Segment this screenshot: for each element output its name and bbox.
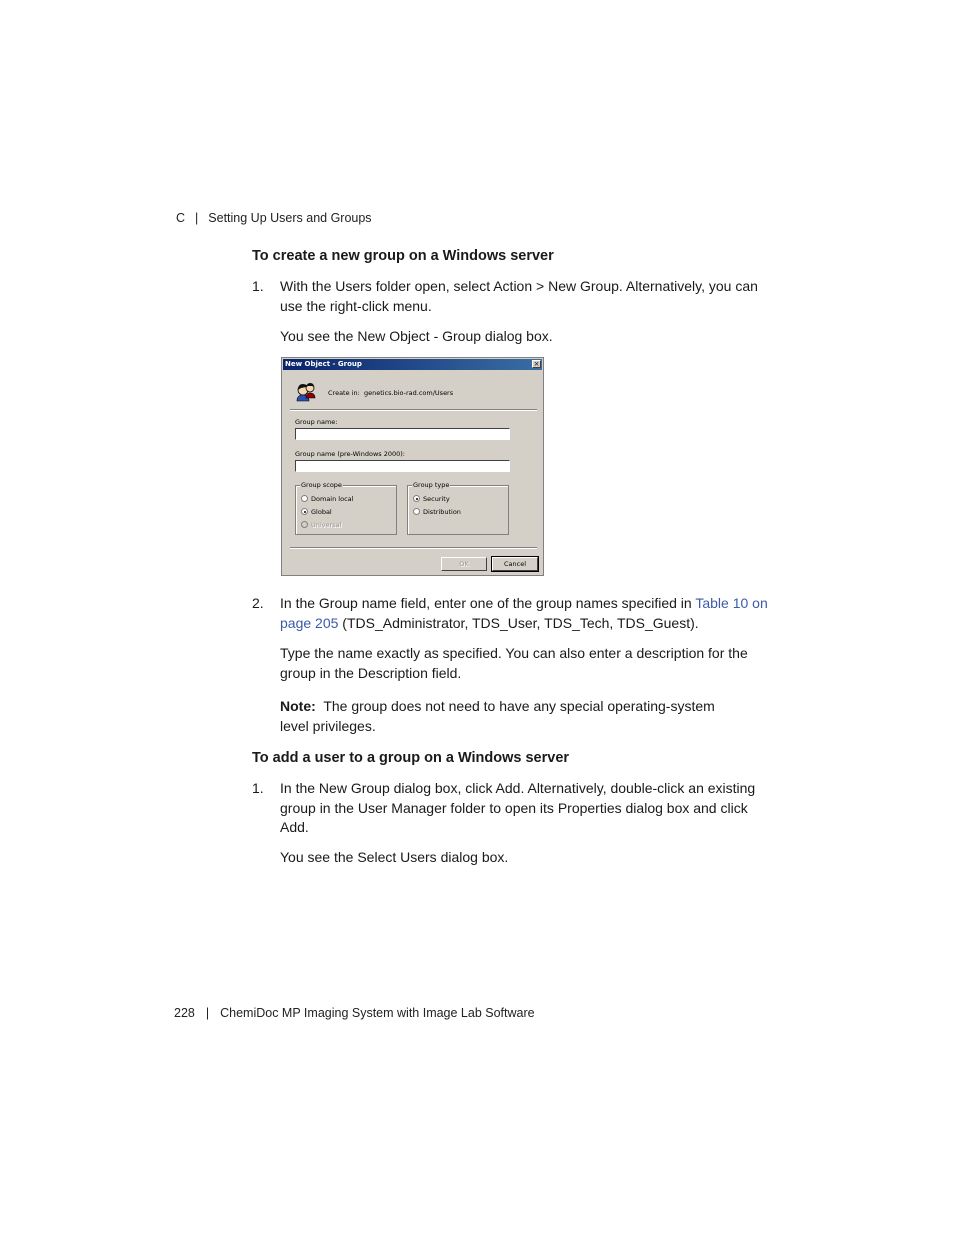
step-detail: Type the name exactly as specified. You can also enter a description for the group in the Description field. [280,645,748,681]
section-heading-add-user: To add a user to a group on a Windows server [252,750,570,766]
radio-label: Distribution [423,508,461,516]
step-text: In the New Group dialog box, click Add. Alternatively, double-click an existing group in the User Manager folder to open its Properties dialog box and click Add. [280,780,756,835]
new-object-group-dialog [281,357,544,576]
radio-label: Domain local [311,495,354,503]
group-type-legend: Group type [413,481,450,489]
group-scope-box [295,481,397,535]
page-number: 228 [174,1006,195,1020]
radio-distribution[interactable] [413,508,420,515]
ok-button[interactable]: OK [441,557,487,571]
step-text [280,594,775,633]
group-name-pre2000-input[interactable] [295,460,510,472]
step-result: You see the New Object - Group dialog box. [280,328,553,344]
footer-separator: | [205,1006,210,1020]
cancel-button[interactable]: Cancel [492,557,538,571]
dialog-divider [290,409,537,411]
group-name-label: Group name: [295,418,338,426]
radio-universal [301,521,308,528]
group-type-box [407,481,509,535]
step-result: You see the Select Users dialog box. [280,849,509,865]
group-name-pre2000-label: Group name (pre-Windows 2000): [295,450,405,458]
radio-label: Global [311,508,332,516]
group-scope-legend: Group scope [301,481,342,489]
group-name-input[interactable] [295,428,510,440]
chapter-letter: C [176,211,186,225]
step-text-part: (TDS_Administrator, TDS_User, TDS_Tech, TDS_Guest). [338,614,699,631]
table-reference-link[interactable]: Table 10 on page 205 [280,595,768,631]
close-icon[interactable]: × [533,360,540,368]
step-text: With the Users folder open, select Action > New Group. Alternatively, you can use the right-click menu. [280,278,758,314]
step-number: 1. [252,780,264,796]
radio-security[interactable] [413,495,420,502]
dialog-divider [290,547,537,549]
running-header [176,211,372,225]
radio-label: Security [423,495,450,503]
dialog-title: New Object - Group [285,360,362,368]
radio-global[interactable] [301,508,308,515]
create-in-label: Create in: [328,389,360,397]
book-title: ChemiDoc MP Imaging System with Image Lab Software [220,1006,535,1020]
step-number: 1. [252,278,264,294]
dialog-title-bar [283,359,542,370]
section-heading-create-group: To create a new group on a Windows server [252,248,554,264]
chapter-title: Setting Up Users and Groups [208,211,372,225]
users-group-icon [295,382,317,402]
header-separator: | [195,211,199,225]
note-text: The group does not need to have any special operating-system level privileges. [280,698,715,734]
step-text-part: In the Group name field, enter one of the group names specified in [280,595,696,611]
note-label: Note: [280,698,316,714]
step-number: 2. [252,595,264,611]
radio-domain-local[interactable] [301,495,308,502]
radio-label: Universal [311,521,342,529]
page-footer [174,1006,535,1020]
note [280,697,730,736]
create-in-path: genetics.bio-rad.com/Users [364,389,454,397]
